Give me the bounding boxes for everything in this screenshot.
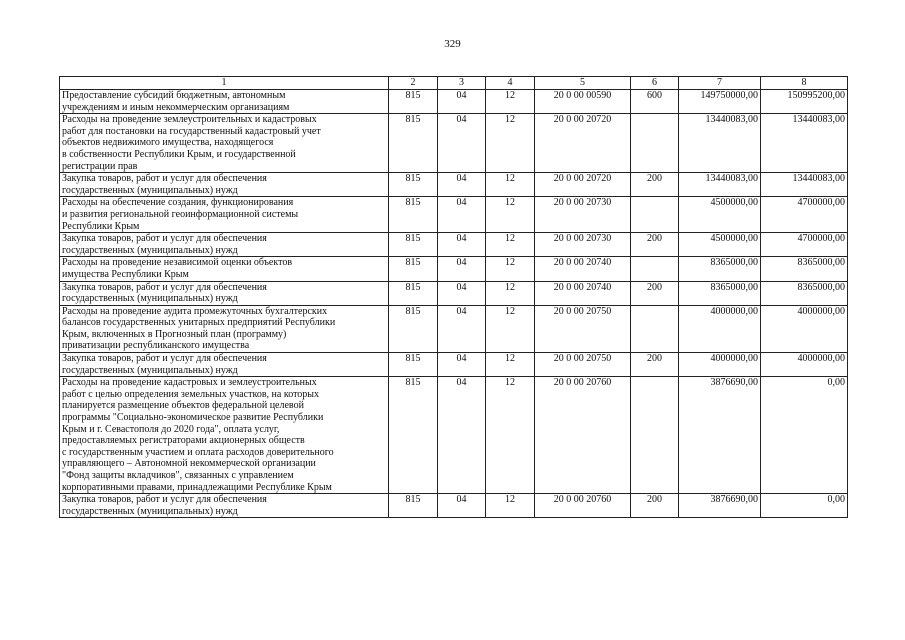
row-subsection-code: 12 (486, 233, 535, 257)
row-expense-type: 600 (631, 90, 679, 114)
page-number: 329 (444, 38, 461, 50)
row-section-code: 04 (438, 173, 486, 197)
row-name: Закупка товаров, работ и услуг для обеспечения государственных (муниципальных) нужд (60, 281, 389, 305)
row-name: Предоставление субсидий бюджетным, автономным учреждениям и иным некоммерческим организациям (60, 90, 389, 114)
table-row (60, 257, 848, 281)
row-expense-type: 200 (631, 494, 679, 518)
row-expense-type (631, 305, 679, 352)
row-expense-type (631, 257, 679, 281)
row-amount-year-2: 0,00 (761, 494, 848, 518)
row-subsection-code: 12 (486, 281, 535, 305)
row-section-code: 04 (438, 353, 486, 377)
row-amount-year-1: 13440083,00 (679, 114, 761, 173)
row-subsection-code: 12 (486, 173, 535, 197)
row-amount-year-2: 8365000,00 (761, 281, 848, 305)
table-row (60, 197, 848, 233)
row-amount-year-1: 149750000,00 (679, 90, 761, 114)
table-row (60, 281, 848, 305)
row-name: Закупка товаров, работ и услуг для обеспечения государственных (муниципальных) нужд (60, 353, 389, 377)
budget-table (59, 76, 848, 518)
row-name: Расходы на проведение аудита промежуточных бухгалтерских балансов государственных унитарных предприятий Республики Крым, включенных в Прогнозный план (программу) приватизации республиканского имущества (60, 305, 389, 352)
row-expense-type (631, 197, 679, 233)
table-row (60, 233, 848, 257)
row-target-article: 20 0 00 20720 (535, 114, 631, 173)
row-subsection-code: 12 (486, 377, 535, 494)
row-amount-year-1: 13440083,00 (679, 173, 761, 197)
row-amount-year-1: 8365000,00 (679, 281, 761, 305)
row-name: Расходы на проведение независимой оценки объектов имущества Республики Крым (60, 257, 389, 281)
row-target-article: 20 0 00 20750 (535, 305, 631, 352)
header-col-5: 5 (535, 77, 631, 90)
table-row (60, 353, 848, 377)
row-name: Расходы на проведение кадастровых и землеустроительных работ с целью определения земельных участков, на которых планируется размещение объектов федеральной целевой программы "Социально-экономическое развитие Республики Крым и г. Севастополя до 2020 года", оплата услуг, предоставляемых регистраторами акционерных обществ с государственным участием и оплата расходов доверительного управляющего – Автономной некоммерческой организации "Фонд защиты вкладчиков", связанных с управлением корпоративными правами, принадлежащими Республике Крым (60, 377, 389, 494)
row-amount-year-2: 4700000,00 (761, 233, 848, 257)
row-grbs-code: 815 (389, 90, 438, 114)
row-expense-type (631, 114, 679, 173)
row-amount-year-1: 8365000,00 (679, 257, 761, 281)
row-section-code: 04 (438, 377, 486, 494)
row-expense-type: 200 (631, 353, 679, 377)
row-subsection-code: 12 (486, 353, 535, 377)
row-amount-year-1: 3876690,00 (679, 494, 761, 518)
row-name: Закупка товаров, работ и услуг для обеспечения государственных (муниципальных) нужд (60, 494, 389, 518)
row-subsection-code: 12 (486, 305, 535, 352)
header-col-2: 2 (389, 77, 438, 90)
row-subsection-code: 12 (486, 114, 535, 173)
header-col-1: 1 (60, 77, 389, 90)
header-col-4: 4 (486, 77, 535, 90)
row-grbs-code: 815 (389, 377, 438, 494)
table-row (60, 305, 848, 352)
row-target-article: 20 0 00 00590 (535, 90, 631, 114)
row-expense-type (631, 377, 679, 494)
row-amount-year-2: 4000000,00 (761, 305, 848, 352)
row-amount-year-2: 13440083,00 (761, 114, 848, 173)
row-name: Расходы на проведение землеустроительных и кадастровых работ для постановки на государственный кадастровый учет объектов недвижимого имущества, находящегося в собственности Республики Крым, и государственной регистрации прав (60, 114, 389, 173)
row-name: Закупка товаров, работ и услуг для обеспечения государственных (муниципальных) нужд (60, 233, 389, 257)
row-section-code: 04 (438, 90, 486, 114)
row-amount-year-2: 150995200,00 (761, 90, 848, 114)
row-amount-year-1: 4000000,00 (679, 353, 761, 377)
row-grbs-code: 815 (389, 173, 438, 197)
row-amount-year-2: 8365000,00 (761, 257, 848, 281)
row-amount-year-1: 4500000,00 (679, 233, 761, 257)
header-row (60, 77, 848, 90)
table-row (60, 377, 848, 494)
row-grbs-code: 815 (389, 305, 438, 352)
row-subsection-code: 12 (486, 90, 535, 114)
row-expense-type: 200 (631, 173, 679, 197)
row-name: Закупка товаров, работ и услуг для обеспечения государственных (муниципальных) нужд (60, 173, 389, 197)
row-section-code: 04 (438, 233, 486, 257)
row-target-article: 20 0 00 20740 (535, 281, 631, 305)
row-expense-type: 200 (631, 281, 679, 305)
row-target-article: 20 0 00 20760 (535, 377, 631, 494)
row-section-code: 04 (438, 114, 486, 173)
row-amount-year-2: 4000000,00 (761, 353, 848, 377)
header-col-7: 7 (679, 77, 761, 90)
row-amount-year-1: 4000000,00 (679, 305, 761, 352)
row-grbs-code: 815 (389, 233, 438, 257)
row-subsection-code: 12 (486, 494, 535, 518)
row-amount-year-2: 13440083,00 (761, 173, 848, 197)
row-grbs-code: 815 (389, 257, 438, 281)
row-grbs-code: 815 (389, 281, 438, 305)
row-section-code: 04 (438, 197, 486, 233)
header-col-6: 6 (631, 77, 679, 90)
row-grbs-code: 815 (389, 114, 438, 173)
row-expense-type: 200 (631, 233, 679, 257)
row-target-article: 20 0 00 20760 (535, 494, 631, 518)
header-col-8: 8 (761, 77, 848, 90)
row-amount-year-2: 4700000,00 (761, 197, 848, 233)
row-amount-year-2: 0,00 (761, 377, 848, 494)
row-subsection-code: 12 (486, 197, 535, 233)
header-col-3: 3 (438, 77, 486, 90)
row-target-article: 20 0 00 20750 (535, 353, 631, 377)
row-grbs-code: 815 (389, 353, 438, 377)
row-section-code: 04 (438, 257, 486, 281)
table-row (60, 173, 848, 197)
table-row (60, 90, 848, 114)
row-section-code: 04 (438, 281, 486, 305)
row-target-article: 20 0 00 20730 (535, 197, 631, 233)
table-row (60, 114, 848, 173)
row-amount-year-1: 4500000,00 (679, 197, 761, 233)
row-target-article: 20 0 00 20730 (535, 233, 631, 257)
row-target-article: 20 0 00 20720 (535, 173, 631, 197)
row-target-article: 20 0 00 20740 (535, 257, 631, 281)
row-subsection-code: 12 (486, 257, 535, 281)
row-grbs-code: 815 (389, 494, 438, 518)
table-row (60, 494, 848, 518)
row-grbs-code: 815 (389, 197, 438, 233)
row-section-code: 04 (438, 305, 486, 352)
row-name: Расходы на обеспечение создания, функционирования и развития региональной геоинформационной системы Республики Крым (60, 197, 389, 233)
row-section-code: 04 (438, 494, 486, 518)
row-amount-year-1: 3876690,00 (679, 377, 761, 494)
